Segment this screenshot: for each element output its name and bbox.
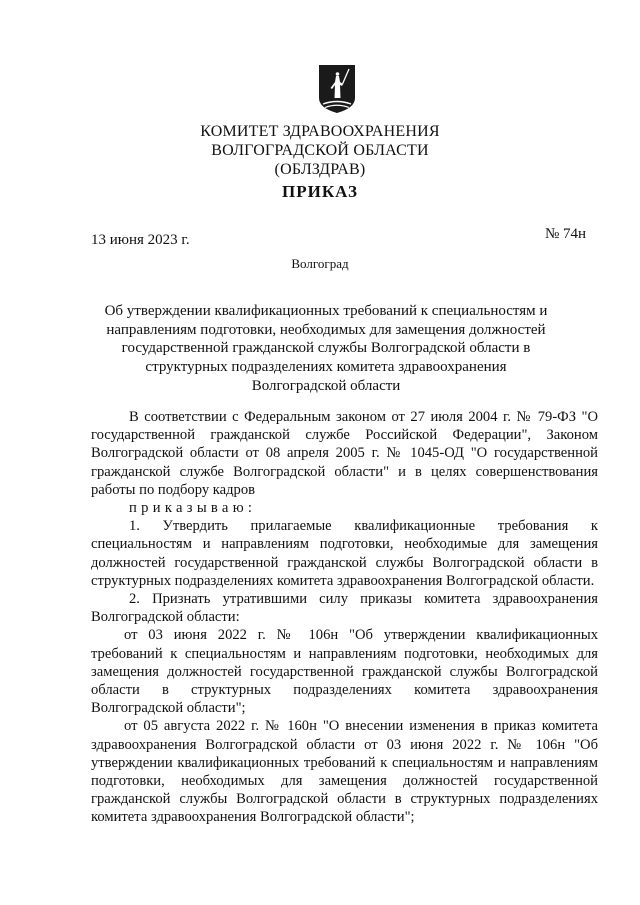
document-number: № 74н (545, 226, 587, 242)
org-name-line-1: КОМИТЕТ ЗДРАВООХРАНЕНИЯ (200, 123, 440, 140)
order-item-2-sub-a: от 03 июня 2022 г. № 106н "Об утверждении квалификационных требований к специальностям и направлениям подготовки, необходимых для замещения должностей государственной гражданской службы Волгоградской области в структурных подразделениях комитета здравоохранения Волгоградской области"; (91, 627, 598, 717)
preamble-paragraph: В соответствии с Федеральным законом от 27 июля 2004 г. № 79-ФЗ "О государственной гражданской службе Российской Федерации", Законом Волгоградской области от 08 апреля 2005 г. № 1045-ОД "О государственной гражданской службе Волгоградской области" и в целях совершенствования работы по подбору кадров (91, 409, 598, 498)
order-item-1: 1. Утвердить прилагаемые квалификационные требования к специальностям и направлениям подготовки, необходимые для замещения должностей государственной гражданской службы Волгоградской области в структурных подразделениях комитета здравоохранения Волгоградской области. (91, 518, 598, 589)
order-item-2-sub-b: от 05 августа 2022 г. № 160н "О внесении изменения в приказ комитета здравоохранения Волгоградской области от 03 июня 2022 г. № 106н "Об утверждении квалификационных требований к специальностям и направлениям подготовки, необходимых для замещения должностей государственной гражданской службы Волгоградской области в структурных подразделениях комитета здравоохранения Волгоградской области"; (91, 718, 598, 826)
document-date: 13 июня 2023 г. (91, 232, 190, 248)
order-item-2: 2. Признать утратившими силу приказы комитета здравоохранения Волгоградской области: (91, 591, 598, 626)
document-body (91, 408, 598, 827)
volgograd-emblem-icon (318, 64, 356, 114)
document-type: ПРИКАЗ (282, 182, 358, 201)
org-name-line-2: ВОЛГОГРАДСКОЙ ОБЛАСТИ (211, 142, 429, 159)
order-word: приказываю: (129, 500, 257, 517)
org-abbreviation: (ОБЛЗДРАВ) (274, 161, 366, 178)
document-title: Об утверждении квалификационных требований к специальностям и направлениям подготовки, необходимых для замещения должностей государственной гражданской службы Волгоградской области в структурных подразделениях комитета здравоохранения Волгоградской области (104, 303, 548, 394)
document-city: Волгоград (291, 256, 349, 271)
